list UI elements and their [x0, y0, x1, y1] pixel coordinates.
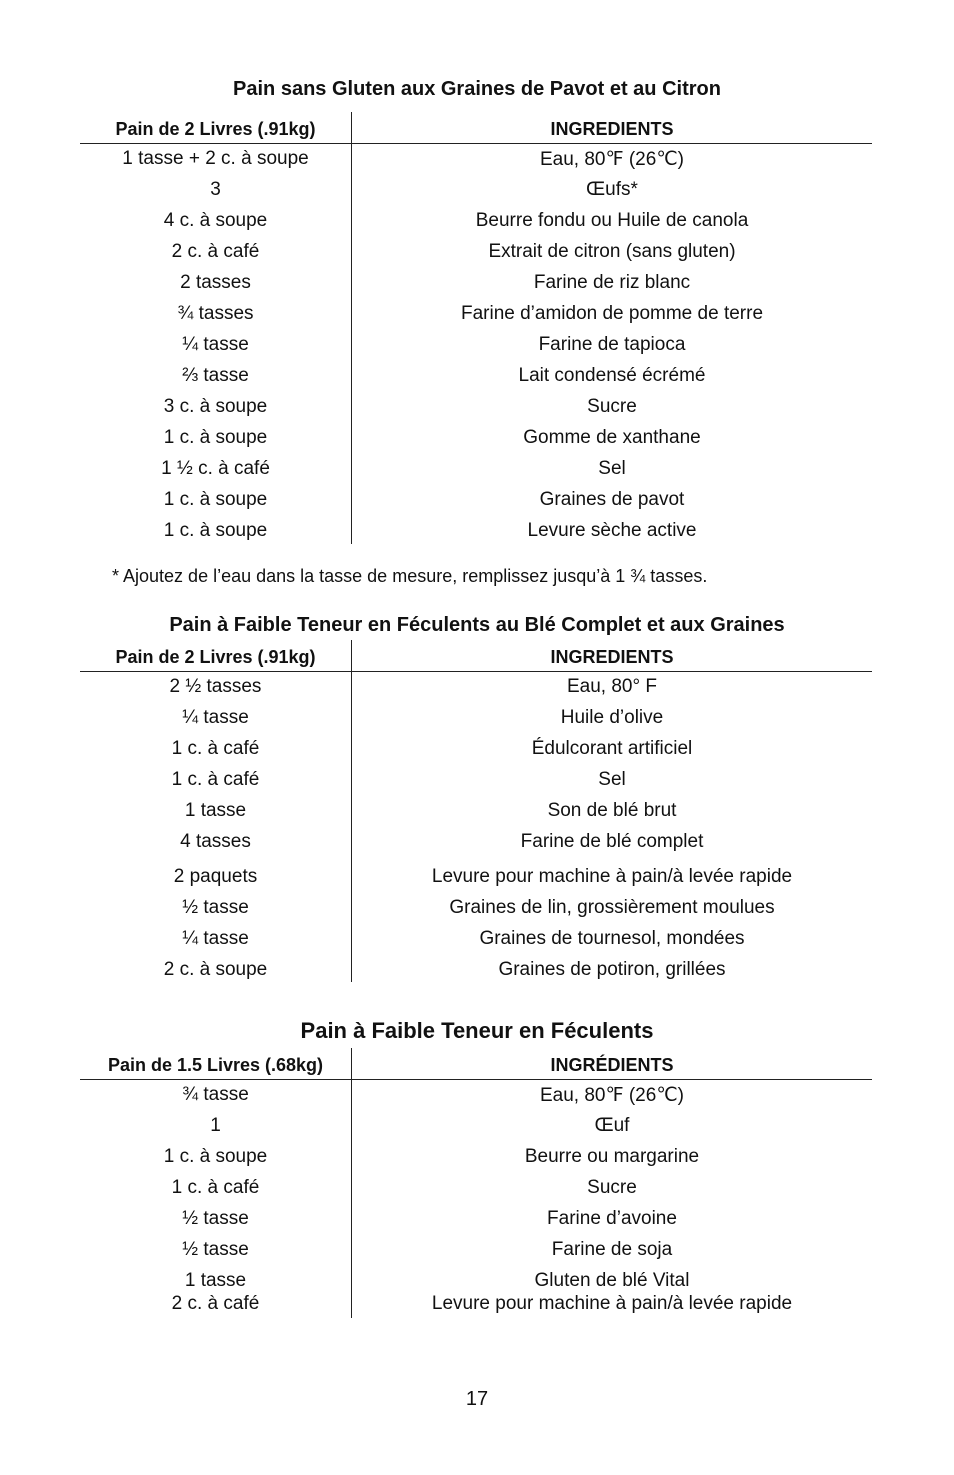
ingredient-cell: Gomme de xanthane	[523, 427, 701, 448]
table-row	[80, 237, 872, 268]
recipe-1-table	[80, 112, 872, 547]
table-row	[80, 330, 872, 361]
table-header	[80, 640, 872, 672]
recipe-1-title: Pain sans Gluten aux Graines de Pavot et au Citron	[233, 78, 721, 100]
ingredient-cell: Levure sèche active	[527, 520, 697, 541]
table-row	[80, 734, 872, 765]
quantity-cell: ½ tasse	[182, 897, 249, 918]
table-header	[80, 112, 872, 144]
ingredient-cell: Son de blé brut	[547, 800, 677, 821]
table-row	[80, 1266, 872, 1289]
quantity-cell: 2 ½ tasses	[169, 676, 262, 697]
table-row	[80, 893, 872, 924]
ingredients-column-header: INGREDIENTS	[550, 119, 674, 139]
quantity-cell: ½ tasse	[182, 1208, 249, 1229]
quantity-cell: ⅔ tasse	[182, 365, 249, 386]
quantity-cell: 1	[210, 1115, 221, 1136]
quantity-cell: 1 c. à soupe	[163, 489, 268, 510]
ingredient-cell: Farine de tapioca	[538, 334, 686, 355]
table-row	[80, 1111, 872, 1142]
table-row	[80, 175, 872, 206]
quantity-cell: 2 c. à café	[171, 1293, 260, 1314]
quantity-cell: ¾ tasse	[182, 1084, 249, 1105]
ingredient-cell: Farine d’amidon de pomme de terre	[460, 303, 764, 324]
recipe-3-table	[80, 1048, 872, 1320]
quantity-cell: 1 tasse + 2 c. à soupe	[122, 148, 309, 169]
quantity-cell: 4 tasses	[180, 831, 251, 852]
ingredient-cell: Beurre ou margarine	[524, 1146, 700, 1167]
quantity-cell: ½ tasse	[182, 1239, 249, 1260]
ingredient-cell: Lait condensé écrémé	[518, 365, 706, 386]
table-row	[80, 1080, 872, 1111]
ingredients-column-header: INGREDIENTS	[550, 647, 674, 667]
ingredient-cell: Graines de pavot	[539, 489, 685, 510]
ingredient-cell: Levure pour machine à pain/à levée rapide	[431, 866, 793, 887]
table-row	[80, 144, 872, 175]
recipe-2-table	[80, 640, 872, 986]
ingredient-cell: Eau, 80℉ (26℃)	[540, 149, 684, 170]
table-row	[80, 672, 872, 703]
ingredient-cell: Sucre	[587, 396, 637, 417]
quantity-cell: ¼ tasse	[182, 928, 249, 949]
table-row	[80, 206, 872, 237]
quantity-cell: 3	[210, 179, 221, 200]
table-row	[80, 1142, 872, 1173]
table-header	[80, 1048, 872, 1080]
table-row	[80, 516, 872, 547]
quantity-cell: 4 c. à soupe	[163, 210, 268, 231]
ingredient-cell: Œuf	[594, 1115, 630, 1136]
quantity-cell: 1 c. à café	[171, 1177, 260, 1198]
ingredient-cell: Levure pour machine à pain/à levée rapide	[431, 1293, 793, 1314]
quantity-cell: 2 c. à soupe	[163, 959, 268, 980]
recipe-2-title: Pain à Faible Teneur en Féculents au Blé Complet et aux Graines	[169, 614, 785, 636]
ingredient-cell: Farine de soja	[551, 1239, 673, 1260]
ingredient-cell: Eau, 80℉ (26℃)	[540, 1085, 684, 1106]
table-row	[80, 423, 872, 454]
quantity-cell: 1 tasse	[184, 800, 247, 821]
ingredient-cell: Sel	[598, 458, 626, 479]
table-row	[80, 796, 872, 827]
table-row	[80, 955, 872, 986]
ingredient-cell: Farine de blé complet	[520, 831, 704, 852]
table-row	[80, 703, 872, 734]
ingredient-cell: Graines de potiron, grillées	[498, 959, 726, 980]
table-row	[80, 361, 872, 392]
table-row	[80, 454, 872, 485]
quantity-column-header: Pain de 1.5 Livres (.68kg)	[107, 1055, 324, 1075]
table-row	[80, 827, 872, 862]
quantity-cell: 3 c. à soupe	[163, 396, 268, 417]
quantity-cell: 2 tasses	[180, 272, 251, 293]
ingredient-cell: Farine de riz blanc	[533, 272, 691, 293]
quantity-cell: ¼ tasse	[182, 334, 249, 355]
table-row	[80, 299, 872, 330]
quantity-cell: 1 c. à café	[171, 769, 260, 790]
quantity-cell: 1 c. à soupe	[163, 427, 268, 448]
quantity-cell: 1 c. à soupe	[163, 1146, 268, 1167]
quantity-cell: 1 ½ c. à café	[161, 458, 270, 479]
table-row	[80, 485, 872, 516]
quantity-cell: 2 paquets	[173, 866, 258, 887]
ingredient-cell: Eau, 80° F	[567, 676, 657, 697]
ingredient-cell: Farine d’avoine	[547, 1208, 677, 1229]
ingredient-cell: Sel	[598, 769, 626, 790]
quantity-cell: ¾ tasses	[177, 303, 254, 324]
table-row	[80, 1173, 872, 1204]
table-row	[80, 924, 872, 955]
table-row	[80, 862, 872, 893]
quantity-cell: 1 c. à café	[171, 738, 260, 759]
ingredient-cell: Sucre	[587, 1177, 637, 1198]
ingredient-cell: Extrait de citron (sans gluten)	[488, 241, 736, 262]
ingredients-column-header: INGRÉDIENTS	[550, 1055, 674, 1075]
ingredient-cell: Huile d’olive	[560, 707, 664, 728]
quantity-cell: 1 c. à soupe	[163, 520, 268, 541]
quantity-cell: 1 tasse	[184, 1270, 247, 1291]
ingredient-cell: Œufs*	[586, 179, 638, 200]
ingredient-cell: Graines de lin, grossièrement moulues	[449, 897, 775, 918]
table-row	[80, 268, 872, 299]
quantity-column-header: Pain de 2 Livres (.91kg)	[115, 647, 316, 667]
table-row	[80, 765, 872, 796]
table-row	[80, 392, 872, 423]
recipe-3-title: Pain à Faible Teneur en Féculents	[300, 1018, 654, 1043]
ingredient-cell: Gluten de blé Vital	[534, 1270, 690, 1291]
table-row	[80, 1289, 872, 1320]
ingredient-cell: Édulcorant artificiel	[531, 738, 693, 759]
page-number: 17	[465, 1388, 489, 1410]
table-row	[80, 1204, 872, 1235]
quantity-column-header: Pain de 2 Livres (.91kg)	[115, 119, 316, 139]
footnote: * Ajoutez de l’eau dans la tasse de mesure, remplissez jusqu’à 1 ¾ tasses.	[112, 566, 708, 586]
ingredient-cell: Graines de tournesol, mondées	[479, 928, 745, 949]
table-row	[80, 1235, 872, 1266]
ingredient-cell: Beurre fondu ou Huile de canola	[475, 210, 749, 231]
quantity-cell: ¼ tasse	[182, 707, 249, 728]
quantity-cell: 2 c. à café	[171, 241, 260, 262]
